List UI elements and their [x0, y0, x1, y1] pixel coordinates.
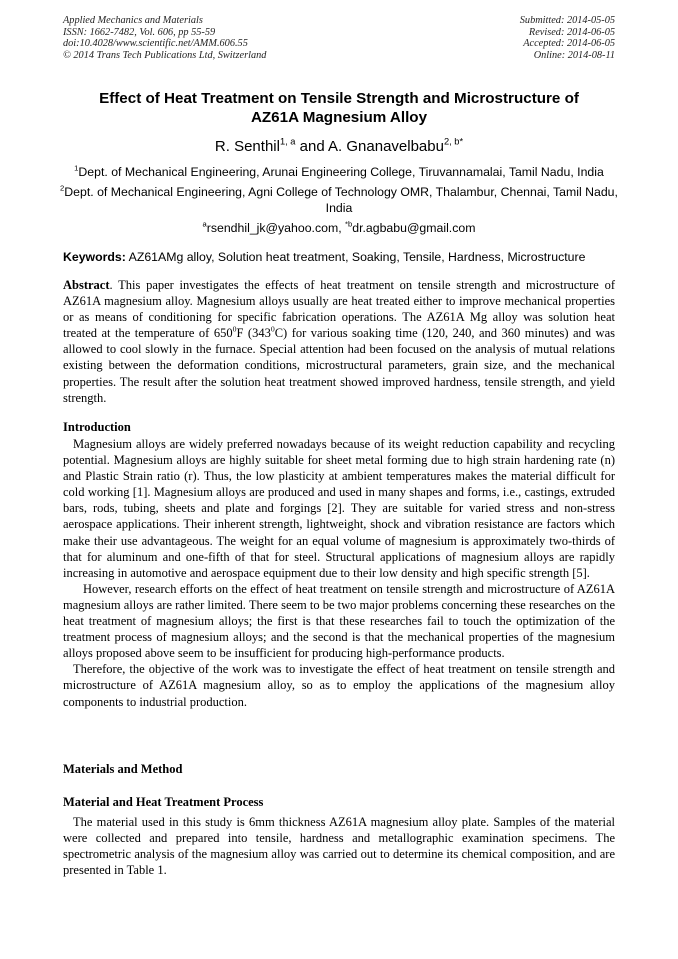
email-b[interactable]: dr.agbabu@gmail.com [352, 221, 476, 235]
journal-doi: doi:10.4028/www.scientific.net/AMM.606.55 [63, 38, 248, 50]
publication-dates [520, 15, 615, 61]
journal-copyright: © 2014 Trans Tech Publications Ltd, Switzerland [63, 49, 267, 61]
date-accepted: Accepted: 2014-06-05 [523, 38, 615, 50]
author-conjunction: and [295, 138, 329, 155]
keywords-label: Keywords: [63, 250, 126, 264]
abstract-label: Abstract [63, 278, 110, 292]
date-revised: Revised: 2014-06-05 [528, 26, 615, 38]
email-separator: , [338, 221, 346, 235]
date-online: Online: 2014-08-11 [533, 49, 615, 61]
journal-info [63, 15, 266, 61]
introduction-paragraph-2: However, research efforts on the effect of heat treatment on tensile strength and microstructure of AZ61A magnesium alloys are rather limited. There seem to be two major problems concerning these researches on the heat treatment of magnesium alloys; the first is that these researches fail to touch the optimization of the treatment process of magnesium alloys; and the second is that the mechanical properties of the magnesium alloys proposed above seem to be insufficient for producing high-performance products. [63, 581, 616, 661]
abstract-paragraph [63, 277, 615, 406]
author-emails [60, 220, 618, 236]
keywords-text: AZ61AMg alloy, Solution heat treatment, Soaking, Tensile, Hardness, Microstructure [125, 250, 586, 264]
section-heading-materials-method: Materials and Method [63, 762, 183, 776]
affiliation-1-text: Dept. of Mechanical Engineering, Arunai Engineering College, Tiruvannamalai, Tamil Nadu, India [78, 165, 604, 179]
degree-mark-2: 0 [270, 324, 275, 334]
introduction-paragraph-3: Therefore, the objective of the work was to investigate the effect of heat treatment on tensile strength and microstructure of AZ61A magnesium alloy, so as to employ the applications of the magnesium alloy components to industrial production. [63, 662, 615, 709]
introduction-paragraph-1: Magnesium alloys are widely preferred nowadays because of its weight reduction capability and recycling potential. Magnesium alloys are highly suitable for sheet metal forming due to high strain hardening rate (n) and Plastic Strain ratio (r). Thus, the low plasticity at ambient temperatures makes the material difficult for cold working [1]. Magnesium alloys are produced and used in many shapes and forms, i.e., castings, extruded bars, rods, tubing, sheets and plate and forgings [2]. They are suitable for varied stress and non-stress aerospace applications. Their inherent strength, lightweight, shock and vibration resistance are factors which make their use advantageous. The weight for an equal volume of magnesium is approximately two-thirds of that for aluminum and one-fifth of that for steel. Structural applications of magnesium alloys are rapidly increasing in automotive and aerospace equipment due to their low density and high specific strength [5]. [63, 437, 615, 580]
email-a-marker: a [202, 219, 207, 229]
affiliation-1 [60, 164, 618, 180]
affiliation-2 [60, 184, 618, 216]
journal-issn: ISSN: 1662-7482, Vol. 606, pp 55-59 [63, 26, 216, 38]
subsection-heading-heat-treatment: Material and Heat Treatment Process [63, 795, 264, 809]
affiliation-2-marker: 2 [60, 183, 65, 193]
author-1-affil: 1, a [279, 136, 296, 147]
date-submitted: Submitted: 2014-05-05 [519, 15, 615, 26]
materials-method-body [63, 814, 615, 878]
affiliation-1-marker: 1 [74, 163, 79, 173]
email-a[interactable]: rsendhil_jk@yahoo.com [206, 221, 339, 235]
author-2: A. Gnanavelbabu [328, 138, 444, 155]
materials-method-paragraph-1: The material used in this study is 6mm thickness AZ61A magnesium alloy plate. Samples of the material were collected and prepared into tensile, hardness and metallographic examination specimens. The spectrometric analysis of the magnesium alloy was carried out to determine its chemical composition, and are presented in Table 1. [63, 815, 615, 878]
degree-mark-1: 0 [232, 324, 237, 334]
journal-name: Applied Mechanics and Materials [63, 15, 203, 26]
abstract [63, 277, 615, 406]
abstract-text-1: . This paper investigates the effects of heat treatment on tensile strength and microstructure of AZ61A magnesium alloy. Magnesium alloys usually are heat treated either to improve mechanical properties or as means of conditioning for specific fabrication operations. The AZ61A Mg alloy was solution heat treated at the temperature of 650 [63, 278, 615, 341]
author-2-affil: 2, b* [443, 136, 464, 147]
abstract-text-2: F (343 [236, 326, 271, 341]
title-line-1: Effect of Heat Treatment on Tensile Strength and Microstructure of [99, 90, 579, 107]
paper-title [60, 89, 618, 127]
affiliation-2-text: Dept. of Mechanical Engineering, Agni College of Technology OMR, Thalambur, Chennai, Tamil Nadu, India [64, 185, 618, 215]
keywords [63, 249, 615, 265]
author-1: R. Senthil [214, 138, 280, 155]
abstract-text-3: C) for various soaking time (120, 240, and 360 minutes) and was allowed to cool slowly in the furnace. Special attention had been focused on the analysis of mutual relations existing between the deformation conditions, microstructural parameters, grain size, and the mechanical properties. The result after the solution heat treatment showed improved hardness, tensile strength, and yield strength. [63, 326, 615, 405]
email-b-marker: *b [345, 219, 353, 229]
introduction-body [63, 436, 615, 710]
author-list [60, 138, 618, 156]
title-line-2: AZ61A Magnesium Alloy [250, 109, 428, 126]
section-heading-introduction: Introduction [63, 420, 131, 434]
